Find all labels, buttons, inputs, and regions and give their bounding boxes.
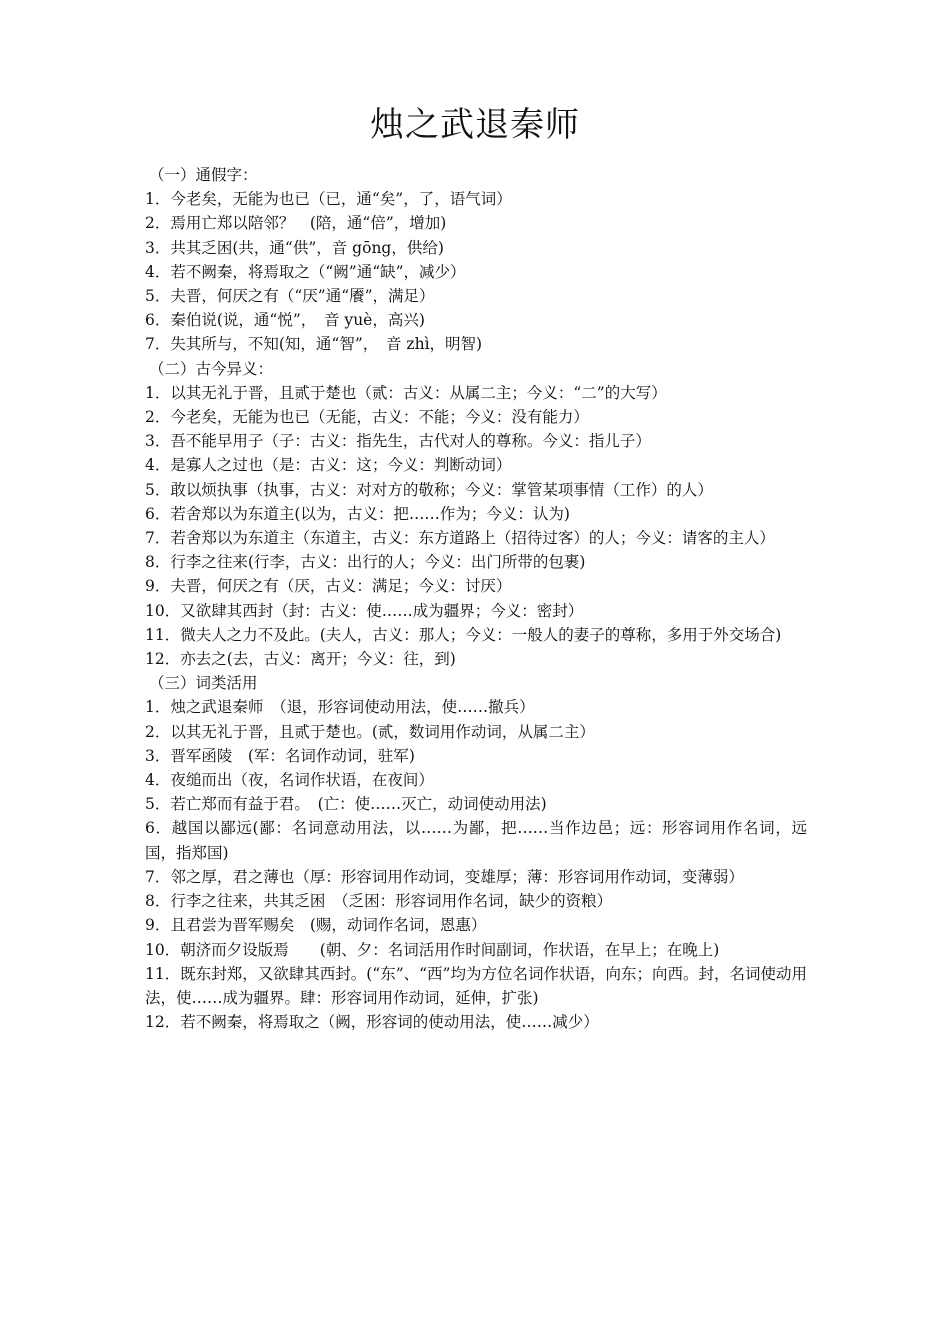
- list-item: 2．焉用亡郑以陪邻？ (陪，通“倍”，增加): [145, 214, 447, 233]
- list-item: 2．以其无礼于晋，且贰于楚也。(贰，数词用作动词，从属二主）: [145, 722, 595, 741]
- section-gujinyiyi: [145, 357, 807, 672]
- list-item: 3．吾不能早用子（子：古义：指先生，古代对人的尊称。今义：指儿子）: [145, 432, 651, 451]
- list-item: 8．行李之往来，共其乏困 （乏困：形容词用作名词，缺少的资粮）: [145, 892, 613, 911]
- list-item: 6．秦伯说(说，通“悦”， 音 yuè，高兴): [145, 311, 425, 330]
- list-item: 10．朝济而夕设版焉 (朝、夕：名词活用作时间副词，作状语，在早上；在晚上): [145, 940, 720, 959]
- list-item: 5．若亡郑而有益于君。 (亡：使……灭亡，动词使动用法): [145, 795, 547, 814]
- list-item: 8．行李之往来(行李，古义：出行的人；今义：出门所带的包裹): [145, 553, 586, 572]
- list-item: 1．以其无礼于晋，且贰于楚也（贰：古义：从属二主；今义：“二”的大写）: [145, 383, 667, 402]
- list-item: 7．失其所与，不知(知，通“智”， 音 zhì，明智): [145, 335, 483, 354]
- section-tongjiazi: [145, 163, 807, 357]
- list-item: 12．若不阙秦，将焉取之（阙，形容词的使动用法，使……减少）: [145, 1013, 599, 1032]
- document-body: [145, 163, 807, 1034]
- list-item: 3．晋军函陵 (军：名词作动词，驻军): [145, 746, 415, 765]
- list-item: 1．烛之武退秦师 （退，形容词使动用法，使……撤兵）: [145, 698, 535, 717]
- list-item: 2．今老矣，无能为也已（无能，古义：不能；今义：没有能力）: [145, 408, 589, 427]
- list-item: 5．敢以烦执事（执事，古义：对对方的敬称；今义：掌管某项事情（工作）的人）: [145, 480, 713, 499]
- list-item: 1．今老矣，无能为也已（已，通“矣”，了，语气词）: [145, 190, 512, 209]
- section-heading: （三）词类活用: [149, 674, 258, 693]
- list-item: 11．既东封郑，又欲肆其西封。(“东”、“西”均为方位名词作状语，向东；向西。封，名词使动用法，使……成为疆界。肆：形容词用作动词，延伸，扩张): [145, 964, 807, 1007]
- section-heading: （一）通假字：: [149, 166, 258, 184]
- list-item: 4．是寡人之过也（是：古义：这；今义：判断动词）: [145, 456, 512, 475]
- list-item: 6．若舍郑以为东道主(以为，古义：把……作为；今义：认为): [145, 504, 570, 523]
- page-title: 烛之武退秦师: [370, 105, 580, 145]
- list-item: 11．微夫人之力不及此。(夫人，古义：那人；今义：一般人的妻子的尊称，多用于外交场合): [145, 625, 782, 644]
- section-cileihuoyong: [145, 671, 807, 1034]
- list-item: 12．亦去之(去，古义：离开；今义：往，到): [145, 650, 456, 669]
- list-item: 5．夫晋，何厌之有（“厌”通“餍”，满足）: [145, 287, 435, 306]
- list-item: 7．若舍郑以为东道主（东道主，古义：东方道路上（招待过客）的人；今义：请客的主人）: [145, 529, 775, 548]
- list-item: 3．共其乏困(共，通“供”，音 gōng，供给): [145, 238, 444, 257]
- list-item: 10．又欲肆其西封（封：古义：使……成为疆界；今义：密封）: [145, 601, 584, 620]
- list-item: 4．若不阙秦，将焉取之（“阙”通“缺”，减少）: [145, 262, 466, 281]
- list-item: 9．夫晋，何厌之有（厌，古义：满足；今义：讨厌）: [145, 577, 512, 596]
- list-item: 4．夜缒而出（夜，名词作状语，在夜间）: [145, 771, 434, 790]
- section-heading: （二）古今异义：: [149, 359, 274, 378]
- list-item: 6．越国以鄙远(鄙：名词意动用法，以……为鄙，把……当作边邑；远：形容词用作名词，远国，指郑国): [145, 819, 807, 862]
- list-item: 7．邻之厚，君之薄也（厚：形容词用作动词，变雄厚；薄：形容词用作动词，变薄弱）: [145, 867, 744, 886]
- list-item: 9．且君尝为晋军赐矣 (赐，动词作名词，恩惠）: [145, 916, 487, 935]
